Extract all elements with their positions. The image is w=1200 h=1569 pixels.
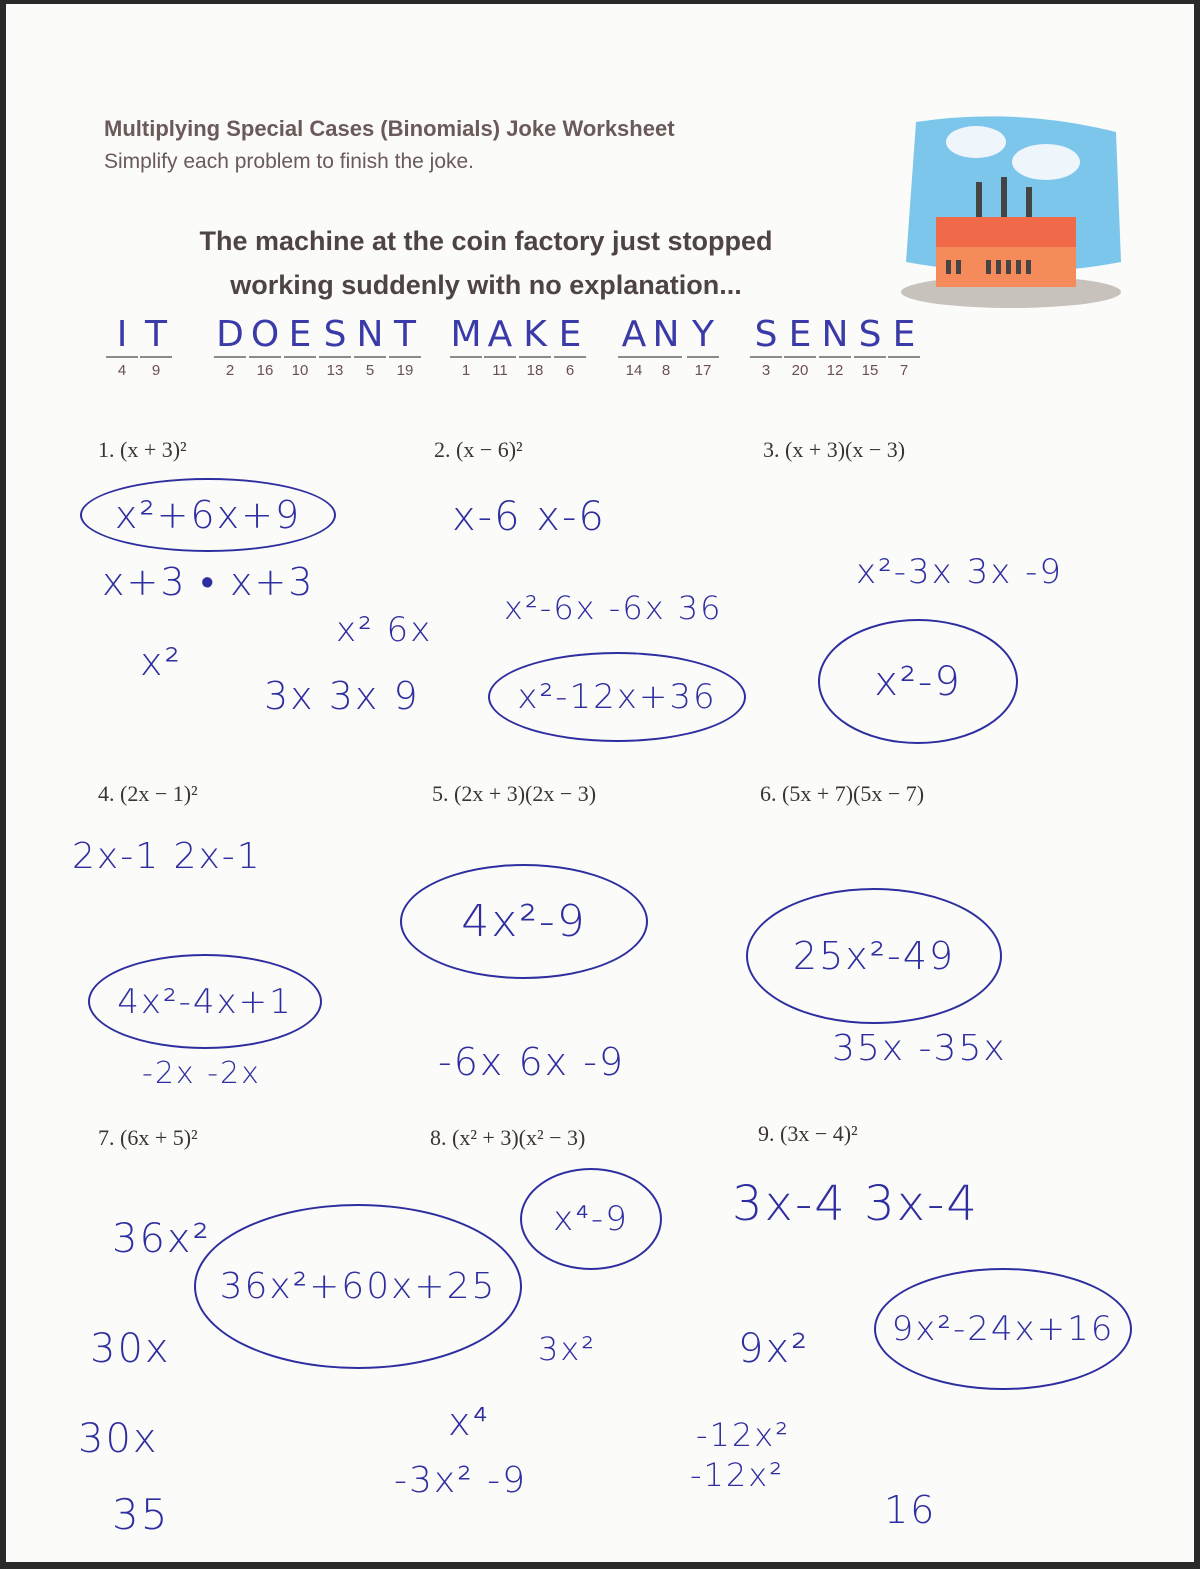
- circled-answer-7: 36x²+60x+25: [194, 1204, 522, 1369]
- blank-number: 17: [694, 362, 712, 379]
- blank-letter: T: [140, 314, 172, 358]
- work-7: 30x: [78, 1416, 159, 1462]
- problem-9: 9. (3x − 4)²: [758, 1121, 858, 1146]
- answer-blank: [519, 314, 551, 379]
- answer-blank: [650, 314, 682, 379]
- answer-blank: [140, 314, 172, 379]
- blank-number: 6: [565, 362, 575, 379]
- problem-7: 7. (6x + 5)²: [98, 1125, 198, 1150]
- work-2: x²-6x -6x 36: [504, 589, 723, 627]
- blank-number: 16: [256, 362, 274, 379]
- work-9: 16: [884, 1488, 937, 1532]
- work-7: 36x²: [112, 1216, 211, 1262]
- work-4: -2x -2x: [142, 1056, 261, 1091]
- blank-number: 13: [326, 362, 344, 379]
- answer-blank: [687, 314, 719, 379]
- work-9: 3x-4 3x-4: [732, 1176, 979, 1232]
- work-2: x-6 x-6: [452, 494, 606, 540]
- circled-answer-3: x²-9: [818, 619, 1018, 744]
- blank-number: 5: [365, 362, 375, 379]
- blank-letter: N: [354, 314, 386, 358]
- circled-answer-6: 25x²-49: [746, 888, 1002, 1024]
- blank-letter: D: [214, 314, 246, 358]
- blank-number: 19: [396, 362, 414, 379]
- work-8: 3x²: [538, 1330, 597, 1368]
- answer-blank: [750, 314, 782, 379]
- circled-answer-4: 4x²-4x+1: [88, 954, 322, 1049]
- blank-letter: S: [750, 314, 782, 358]
- blank-letter: M: [450, 314, 482, 358]
- blank-letter: N: [650, 314, 682, 358]
- worksheet-page: [6, 4, 1194, 1562]
- answer-blank: [106, 314, 138, 379]
- blank-letter: Y: [687, 314, 719, 358]
- blank-number: 9: [151, 362, 161, 379]
- blank-number: 12: [826, 362, 844, 379]
- problem-2: 2. (x − 6)²: [434, 437, 523, 462]
- problem-5: 5. (2x + 3)(2x − 3): [432, 781, 597, 806]
- blank-letter: A: [484, 314, 516, 358]
- answer-blank: [618, 314, 650, 379]
- answer-blank: [214, 314, 246, 379]
- work-9: -12x²: [690, 1456, 785, 1494]
- problem-4: 4. (2x − 1)²: [98, 781, 198, 806]
- work-1: x²: [140, 640, 182, 684]
- worksheet-title: Multiplying Special Cases (Binomials) Joke Worksheet: [104, 116, 675, 141]
- blank-number: 10: [291, 362, 309, 379]
- blank-number: 14: [625, 362, 643, 379]
- blank-number: 1: [461, 362, 471, 379]
- factory-illustration: [896, 112, 1126, 312]
- blank-number: 20: [791, 362, 809, 379]
- blank-number: 18: [526, 362, 544, 379]
- answer-blank: [319, 314, 351, 379]
- blank-letter: S: [854, 314, 886, 358]
- blank-letter: T: [389, 314, 421, 358]
- blank-number: 15: [861, 362, 879, 379]
- answer-blank: [554, 314, 586, 379]
- blank-number: 4: [117, 362, 127, 379]
- work-8: x⁴: [448, 1400, 490, 1444]
- answer-blank: [819, 314, 851, 379]
- circled-answer-2: x²-12x+36: [488, 652, 746, 742]
- circled-answer-1: x²+6x+9: [80, 478, 336, 552]
- work-7: 35: [112, 1490, 170, 1539]
- answer-blank: [888, 314, 920, 379]
- answer-blank: [284, 314, 316, 379]
- blank-letter: I: [106, 314, 138, 358]
- blank-number: 7: [899, 362, 909, 379]
- work-4: 2x-1 2x-1: [72, 836, 262, 877]
- blank-letter: K: [519, 314, 551, 358]
- problem-8: 8. (x² + 3)(x² − 3): [430, 1125, 586, 1150]
- blank-number: 8: [661, 362, 671, 379]
- problem-1: 1. (x + 3)²: [98, 437, 187, 462]
- blank-number: 11: [492, 362, 508, 379]
- answer-blank: [354, 314, 386, 379]
- answer-blank: [484, 314, 516, 379]
- joke-question: The machine at the coin factory just stopped working suddenly with no explanation...: [199, 226, 773, 300]
- problem-3: 3. (x + 3)(x − 3): [763, 437, 906, 462]
- work-1: 3x 3x 9: [264, 674, 420, 718]
- blank-letter: E: [554, 314, 586, 358]
- work-6: 35x -35x: [832, 1028, 1007, 1069]
- answer-blank: [389, 314, 421, 379]
- blank-number: 2: [225, 362, 235, 379]
- work-8: -3x² -9: [394, 1460, 527, 1501]
- blank-letter: E: [888, 314, 920, 358]
- circled-answer-9: 9x²-24x+16: [874, 1268, 1132, 1390]
- work-7: 30x: [90, 1326, 171, 1372]
- circled-answer-8: x⁴-9: [520, 1168, 662, 1270]
- work-1: x² 6x: [336, 610, 433, 650]
- blank-letter: E: [784, 314, 816, 358]
- answer-blank: [249, 314, 281, 379]
- problem-6: 6. (5x + 7)(5x − 7): [760, 781, 925, 806]
- work-3: x²-3x 3x -9: [856, 552, 1064, 592]
- blank-number: 3: [761, 362, 771, 379]
- instructions: Simplify each problem to finish the joke.: [104, 150, 475, 173]
- blank-letter: O: [249, 314, 281, 358]
- answer-blank: [450, 314, 482, 379]
- blank-letter: S: [319, 314, 351, 358]
- work-9: -12x²: [696, 1416, 791, 1454]
- work-9: 9x²: [738, 1326, 810, 1372]
- work-5: -6x 6x -9: [438, 1040, 626, 1084]
- work-1: x+3 • x+3: [102, 560, 315, 604]
- answer-blank: [854, 314, 886, 379]
- circled-answer-5: 4x²-9: [400, 864, 648, 979]
- answer-blank: [784, 314, 816, 379]
- blank-letter: E: [284, 314, 316, 358]
- blank-letter: A: [618, 314, 650, 358]
- blank-letter: N: [819, 314, 851, 358]
